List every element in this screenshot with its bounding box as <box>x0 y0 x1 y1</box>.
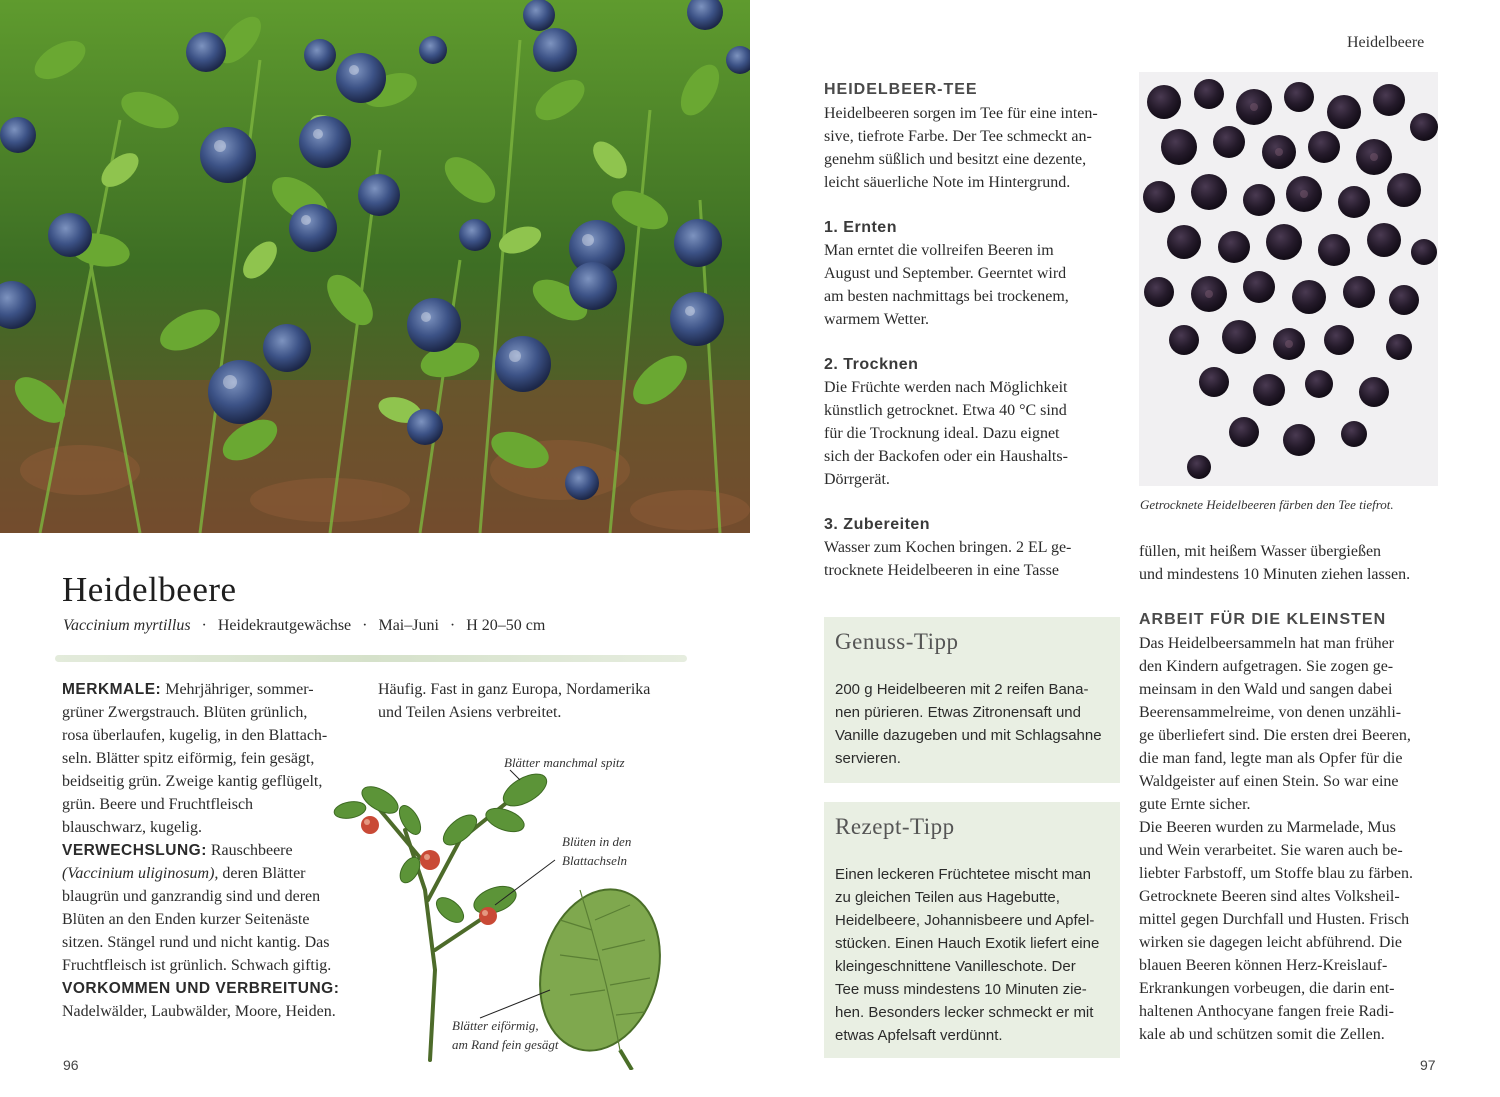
step-3-line: Wasser zum Kochen bringen. 2 EL ge- <box>824 539 1072 556</box>
vorkommen-line: Nadelwälder, Laubwälder, Moore, Heiden. <box>62 1003 336 1020</box>
verwechslung-line-0: VERWECHSLUNG: Rauschbeere <box>62 842 293 859</box>
tea-line: Heidelbeeren sorgen im Tee für eine inten- <box>824 105 1098 122</box>
arbeit-line: die man fand, legte man als Opfer für die <box>1139 750 1403 767</box>
running-header: Heidelbeere <box>1347 34 1425 51</box>
verwechslung-line-1: (Vaccinium uliginosum), deren Blätter <box>62 865 306 882</box>
genuss-tipp-box <box>824 617 1120 783</box>
arbeit-line: Getrocknete Beeren sind altes Volksheil- <box>1139 888 1400 905</box>
vorkommen-label: VORKOMMEN UND VERBREITUNG: <box>62 980 340 997</box>
arbeit-section <box>1139 608 1449 1046</box>
distribution-line: und Teilen Asiens verbreitet. <box>378 704 562 721</box>
bloom-period: Mai–Juni <box>378 617 439 634</box>
step-3-continuation: füllen, mit heißem Wasser übergießen und mindestens 10 Minuten ziehen lassen. <box>1139 543 1411 583</box>
step-3-line: trocknete Heidelbeeren in eine Tasse <box>824 562 1059 579</box>
step-1-line: am besten nachmittags bei trockenem, <box>824 288 1069 305</box>
tea-heading: HEIDELBEER-TEE <box>824 81 978 98</box>
merkmale-line: seln. Blätter spitz eiförmig, fein gesägt, <box>62 750 315 767</box>
merkmale-line: grün. Beere und Fruchtfleisch <box>62 796 254 813</box>
arbeit-line: Beerensammelreime, von denen unzähli- <box>1139 704 1402 721</box>
step-2-line: sich der Backofen oder ein Haushalts- <box>824 448 1068 465</box>
arbeit-line: kale ab und schützen somit die Zellen. <box>1139 1026 1385 1043</box>
tea-line: genehm süßlich und besitzt eine dezente, <box>824 151 1087 168</box>
rezept-tipp-box <box>824 802 1120 1058</box>
verwechslung-label: VERWECHSLUNG: <box>62 842 207 859</box>
verwechslung-line: Fruchtfleisch ist grünlich. Schwach giftig. <box>62 957 332 974</box>
arbeit-line: ge überliefert sind. Die ersten drei Beeren, <box>1139 727 1411 744</box>
photo-caption: Getrocknete Heidelbeeren färben den Tee tiefrot. <box>1140 497 1394 512</box>
step-2-title: 2. Trocknen <box>824 356 919 373</box>
step-2-line: Die Früchte werden nach Möglichkeit <box>824 379 1068 396</box>
arbeit-line: Waldgeister auf einen Stein. So war eine <box>1139 773 1399 790</box>
annotation-leaves-pointed: Blätter manchmal spitz <box>504 755 625 770</box>
merkmale-line: grüner Zwergstrauch. Blüten grünlich, <box>62 704 308 721</box>
rezept-tipp-text: Einen leckeren Früchtetee mischt man zu gleichen Teilen aus Hagebutte, Heidelbeere, Johannisbeere und Apfel- stücken. Einen Hauch Exotik liefert eine kleingeschnittene Vanilleschote. Der Tee muss mindestens 10 Minuten zie- hen. Besonders lecker schmeckt er mit etwas Apfelsaft verdünnt. <box>835 866 1100 1044</box>
annotation-flowers: Blüten in den Blattachseln <box>562 834 632 868</box>
genuss-tipp-title: Genuss-Tipp <box>835 629 959 654</box>
step-3-title: 3. Zubereiten <box>824 516 931 533</box>
verwechslung-line: Blüten an den Enden kurzer Seitenäste <box>62 911 310 928</box>
blueberry-bush-photo <box>0 0 750 533</box>
arbeit-line: Die Beeren wurden zu Marmelade, Mus <box>1139 819 1396 836</box>
merkmale-line: beidseitig grün. Zweige kantig geflügelt, <box>62 773 323 790</box>
step-1-line: August und September. Geerntet wird <box>824 265 1067 282</box>
arbeit-line: den Kindern aufgetragen. Sie zogen ge- <box>1139 658 1394 675</box>
verwechslung-line: sitzen. Stängel rund und nicht kantig. Das <box>62 934 330 951</box>
plant-height: H 20–50 cm <box>466 617 546 634</box>
tea-line: leicht säuerliche Note im Hintergrund. <box>824 174 1071 191</box>
arbeit-line: meinsam in den Wald und sangen dabei <box>1139 681 1393 698</box>
genuss-tipp-text: 200 g Heidelbeeren mit 2 reifen Bana- nen pürieren. Etwas Zitronensaft und Vanille dazugeben und mit Schlagsahne servieren. <box>835 681 1102 767</box>
arbeit-line: Erkrankungen vorbeugen, die darin ent- <box>1139 980 1395 997</box>
step-2-line: für die Trocknung ideal. Dazu eignet <box>824 425 1060 442</box>
arbeit-line: liebter Farbstoff, um Stoffe blau zu färben. <box>1139 865 1413 882</box>
brush-divider <box>55 655 687 662</box>
species-info-line: Vaccinium myrtillus · Heidekrautgewächse · Mai–Juni · H 20–50 cm <box>63 617 546 634</box>
step-1-line: Man erntet die vollreifen Beeren im <box>824 242 1054 259</box>
rezept-tipp-title: Rezept-Tipp <box>835 814 955 839</box>
distribution-line: Häufig. Fast in ganz Europa, Nordamerika <box>378 681 651 698</box>
step-1-line: warmem Wetter. <box>824 311 930 328</box>
tea-section <box>824 78 1124 582</box>
tea-line: sive, tiefrote Farbe. Der Tee schmeckt an- <box>824 128 1092 145</box>
merkmale-label: MERKMALE: <box>62 681 162 698</box>
arbeit-line: blauen Beeren können Herz-Kreislauf- <box>1139 957 1388 974</box>
arbeit-line: mittel gegen Durchfall und Husten. Frisch <box>1139 911 1410 928</box>
arbeit-line: gute Ernte sicher. <box>1139 796 1251 813</box>
arbeit-line: und Wein verarbeitet. Sie waren auch be- <box>1139 842 1403 859</box>
merkmale-line-0: MERKMALE: Mehrjähriger, sommer- <box>62 681 314 698</box>
merkmale-line: blauschwarz, kugelig. <box>62 819 202 836</box>
step-2-line: Dörrgerät. <box>824 471 890 488</box>
page-title: Heidelbeere <box>62 570 237 609</box>
arbeit-line: wirken sie dagegen leicht abführend. Die <box>1139 934 1403 951</box>
verwechslung-line: blaugrün und ganzrandig sind und deren <box>62 888 321 905</box>
arbeit-line: haltenen Anthocyane fangen freie Radi- <box>1139 1003 1394 1020</box>
dried-berries-photo <box>1139 72 1438 486</box>
step-2-line: künstlich getrocknet. Etwa 40 °C sind <box>824 402 1067 419</box>
page-number-left: 96 <box>63 1057 79 1073</box>
distribution-column <box>378 678 698 724</box>
latin-name: Vaccinium myrtillus <box>63 617 191 634</box>
step-1-title: 1. Ernten <box>824 219 897 236</box>
arbeit-heading: ARBEIT FÜR DIE KLEINSTEN <box>1139 611 1387 628</box>
annotation-leaves-ovate: Blätter eiförmig, am Rand fein gesägt <box>452 1018 559 1052</box>
plant-family: Heidekrautgewächse <box>217 617 352 634</box>
merkmale-line: rosa überlaufen, kugelig, in den Blattach- <box>62 727 328 744</box>
page-number-right: 97 <box>1420 1057 1436 1073</box>
arbeit-line: Das Heidelbeersammeln hat man früher <box>1139 635 1395 652</box>
